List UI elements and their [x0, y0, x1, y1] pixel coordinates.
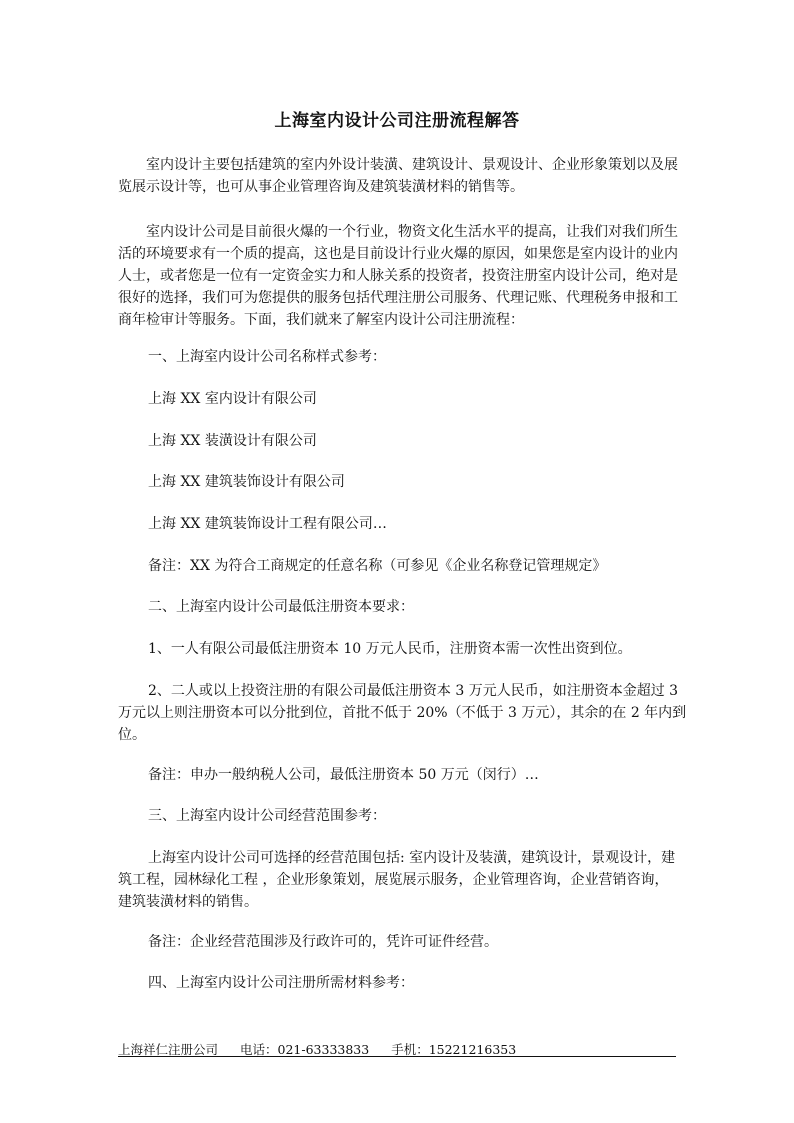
- text-line: 活的环境要求有一个质的提高，这也是目前设计行业火爆的原因，如果您是室内设计的业内: [118, 246, 678, 262]
- section3-note: 备注：企业经营范围涉及行政许可的，凭许可证件经营。: [148, 934, 498, 950]
- scope-paragraph: [118, 847, 680, 913]
- footer-divider: [118, 1056, 676, 1057]
- section1-heading: 一、上海室内设计公司名称样式参考：: [148, 349, 386, 365]
- text-line: 览展示设计等，也可从事企业管理咨询及建筑装潢材料的销售等。: [118, 179, 524, 195]
- page-title: 上海室内设计公司注册流程解答: [274, 111, 520, 131]
- name-example: 上海 XX 装潢设计有限公司: [148, 433, 317, 449]
- text-line: 上海室内设计公司可选择的经营范围包括: 室内设计及装潢，建筑设计，景观设计，建: [148, 850, 676, 866]
- text-line: 商年检审计等服务。下面，我们就来了解室内设计公司注册流程：: [118, 312, 524, 328]
- section1-note: 备注：XX 为符合工商规定的任意名称（可参见《企业名称登记管理规定》: [148, 558, 607, 574]
- text-line: 人士，或者您是一位有一定资金实力和人脉关系的投资者，投资注册室内设计公司，绝对是: [118, 268, 678, 284]
- section3-heading: 三、上海室内设计公司经营范围参考：: [148, 808, 386, 824]
- text-line: 万元以上则注册资本可以分批到位，首批不低于 20%（不低于 3 万元），其余的在 2 年内到: [118, 705, 687, 721]
- text-line: 2、二人或以上投资注册的有限公司最低注册资本 3 万元人民币，如注册资本金超过 3: [148, 683, 679, 699]
- name-example: 上海 XX 室内设计有限公司: [148, 391, 317, 407]
- text-line: 室内设计主要包括建筑的室内外设计装潢、建筑设计、景观设计、企业形象策划以及展: [146, 157, 678, 173]
- footer-mobile: 手机：15221216353: [391, 1042, 517, 1057]
- section2-heading: 二、上海室内设计公司最低注册资本要求：: [148, 599, 414, 615]
- section4-heading: 四、上海室内设计公司注册所需材料参考：: [148, 975, 414, 991]
- text-line: 很好的选择，我们可为您提供的服务包括代理注册公司服务、代理记账、代理税务申报和工: [118, 290, 678, 306]
- text-line: 建筑装潢材料的销售。: [118, 894, 258, 910]
- footer-phone: 电话：021-63333833: [240, 1042, 370, 1057]
- name-example: 上海 XX 建筑装饰设计有限公司: [148, 474, 345, 490]
- footer-company: 上海祥仁注册公司: [118, 1042, 219, 1057]
- capital-item-2: [118, 680, 687, 746]
- capital-item-1: 1、一人有限公司最低注册资本 10 万元人民币，注册资本需一次性出资到位。: [148, 641, 632, 657]
- background-paragraph: [118, 221, 680, 331]
- section2-note: 备注：申办一般纳税人公司，最低注册资本 50 万元（闵行）…: [148, 767, 539, 783]
- text-line: 筑工程，园林绿化工程 ，企业形象策划，展览展示服务，企业管理咨询，企业营销咨询，: [118, 872, 669, 888]
- text-line: 室内设计公司是目前很火爆的一个行业，物资文化生活水平的提高，让我们对我们所生: [146, 224, 678, 240]
- intro-paragraph: [118, 154, 680, 198]
- text-line: 位。: [118, 727, 146, 743]
- name-example: 上海 XX 建筑装饰设计工程有限公司…: [148, 516, 387, 532]
